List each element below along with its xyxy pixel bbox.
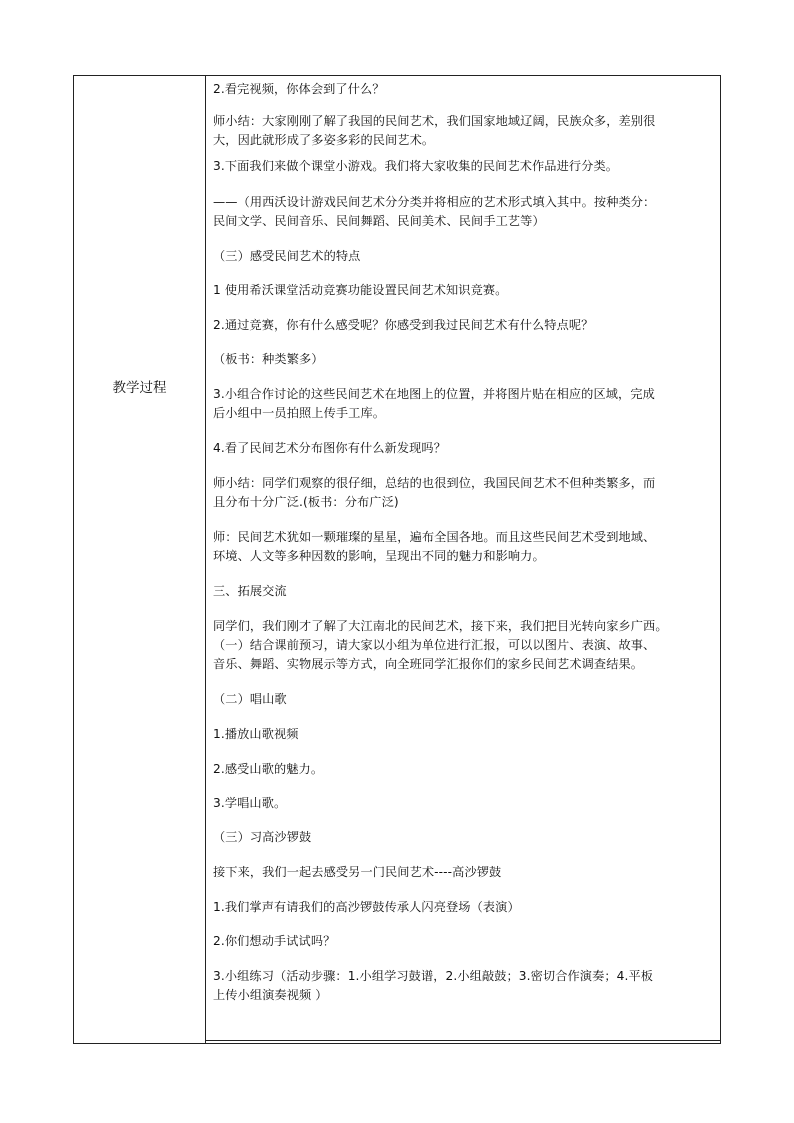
bottom-rule (205, 1040, 720, 1041)
row-label-teaching-process: 教学过程 (112, 380, 167, 396)
text-line: （板书：种类繁多） (213, 352, 324, 366)
text-line: 1.播放山歌视频 (213, 727, 299, 741)
text-line: 2.感受山歌的魅力。 (213, 762, 324, 776)
text-line: 师：民间艺术犹如一颗璀璨的星星，遍布全国各地。而且这些民间艺术受到地域、 (213, 530, 656, 544)
text-line: 民间文学、民间音乐、民间舞蹈、民间美术、民间手工艺等） (213, 214, 545, 228)
text-line: 环境、人文等多种因数的影响，呈现出不同的魅力和影响力。 (213, 549, 545, 563)
text-line: 师小结：同学们观察的很仔细，总结的也很到位，我国民间艺术不但种类繁多，而 (213, 476, 656, 490)
text-line: 2.通过竞赛，你有什么感受呢？你感受到我过民间艺术有什么特点呢？ (213, 318, 594, 332)
text-line: 2.你们想动手试试吗？ (213, 934, 336, 948)
text-line: 4.看了民间艺术分布图你有什么新发现吗？ (213, 441, 447, 455)
text-line: 3.小组练习（活动步骤：1.小组学习鼓谱，2.小组敲鼓；3.密切合作演奏；4.平板 (213, 969, 654, 983)
section-heading: （二）唱山歌 (213, 692, 287, 706)
text-line: 接下来，我们一起去感受另一门民间艺术----高沙锣鼓 (213, 865, 502, 879)
column-divider (205, 76, 206, 1043)
text-line: 上传小组演奏视频 ） (213, 988, 328, 1002)
text-line: 2.看完视频，你体会到了什么？ (213, 82, 385, 96)
text-line: 3.小组合作讨论的这些民间艺术在地图上的位置，并将图片贴在相应的区域，完成 (213, 387, 655, 401)
text-line: ——（用西沃设计游戏民间艺术分分类并将相应的艺术形式填入其中。按种类分： (213, 195, 656, 209)
text-line: 1 使用希沃课堂活动竞赛功能设置民间艺术知识竞赛。 (213, 283, 508, 297)
text-line: 3.下面我们来做个课堂小游戏。我们将大家收集的民间艺术作品进行分类。 (213, 159, 619, 173)
text-line: 后小组中一员拍照上传手工库。 (213, 406, 386, 420)
text-line: 音乐、舞蹈、实物展示等方式，向全班同学汇报你们的家乡民间艺术调查结果。 (213, 657, 644, 671)
section-heading: （三）感受民间艺术的特点 (213, 249, 361, 263)
section-heading: 三、拓展交流 (213, 584, 287, 598)
text-line: 3.学唱山歌。 (213, 796, 287, 810)
lesson-table (73, 75, 721, 1044)
text-line: （一）结合课前预习，请大家以小组为单位进行汇报，可以以图片、表演、故事、 (213, 638, 656, 652)
text-line: 同学们，我们刚才了解了大江南北的民间艺术，接下来，我们把目光转向家乡广西。 (213, 619, 668, 633)
text-line: 1.我们掌声有请我们的高沙锣鼓传承人闪亮登场（表演） (213, 900, 520, 914)
text-line: 且分布十分广泛.(板书：分布广泛) (213, 495, 399, 509)
section-heading: （三）习高沙锣鼓 (213, 830, 312, 844)
text-line: 大，因此就形成了多姿多彩的民间艺术。 (213, 133, 435, 147)
text-line: 师小结：大家刚刚了解了我国的民间艺术，我们国家地域辽阔，民族众多，差别很 (213, 114, 656, 128)
